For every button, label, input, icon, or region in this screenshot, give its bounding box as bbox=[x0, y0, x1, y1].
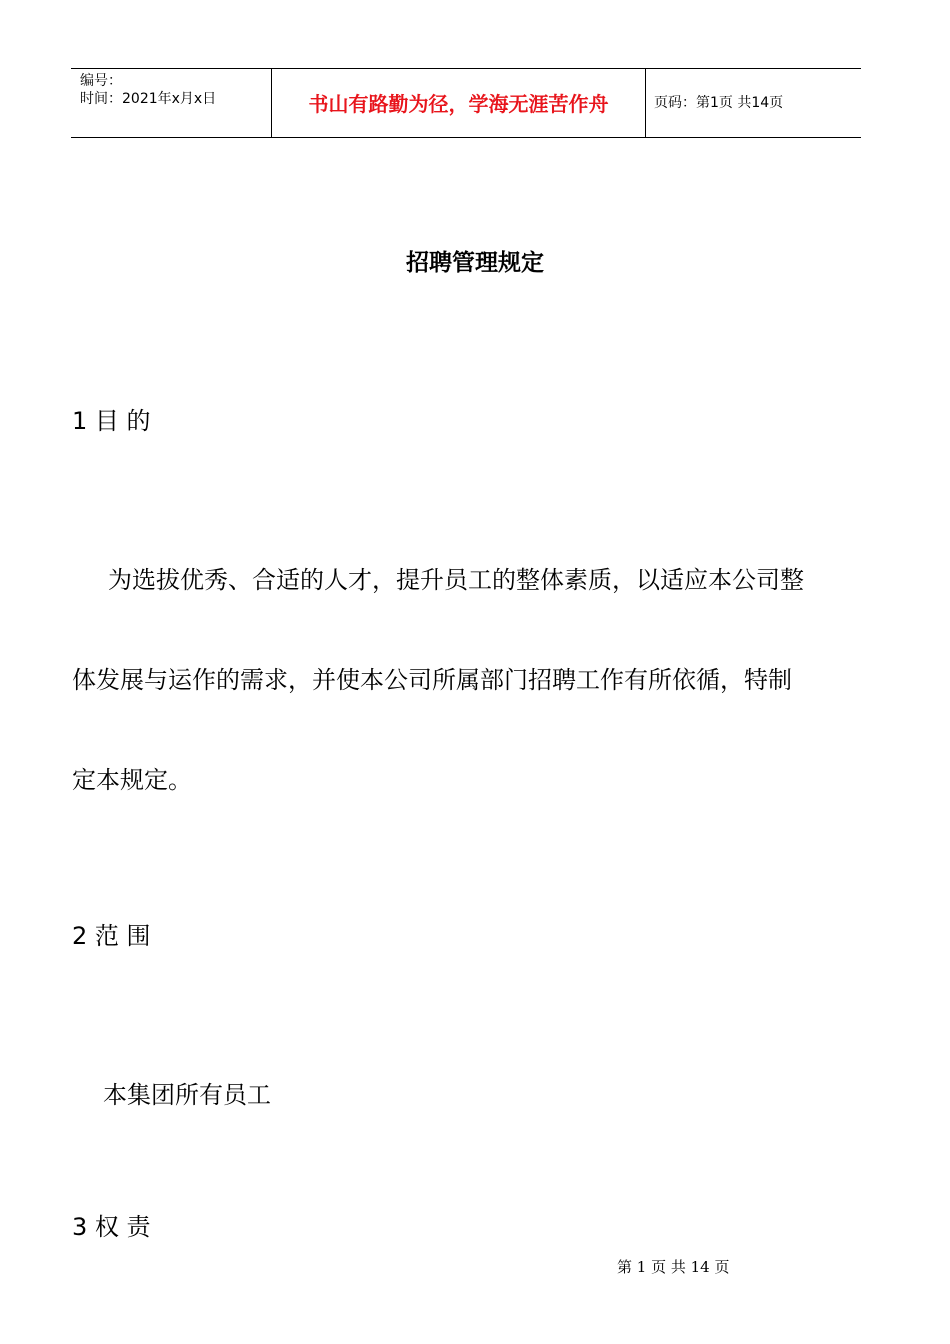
paragraph-line: 为选拔优秀、合适的人才，提升员工的整体素质，以适应本公司整 bbox=[108, 566, 804, 594]
document-time-label: 时间：2021年x月x日 bbox=[80, 91, 217, 107]
document-number-label: 编号： bbox=[80, 73, 122, 89]
header-page-code: 页码：第1页 共14页 bbox=[654, 95, 784, 111]
purpose-paragraph bbox=[72, 565, 862, 865]
header-page-cell bbox=[645, 69, 861, 137]
scope-text: 本集团所有员工 bbox=[103, 1081, 271, 1109]
document-header bbox=[71, 68, 861, 138]
document-title: 招聘管理规定 bbox=[406, 249, 544, 276]
paragraph-line: 体发展与运作的需求，并使本公司所属部门招聘工作有所依循，特制 bbox=[72, 666, 792, 694]
paragraph-line: 定本规定。 bbox=[72, 766, 192, 794]
header-info-cell bbox=[71, 69, 271, 137]
section-heading-purpose: 1 目 的 bbox=[72, 407, 151, 435]
header-motto: 书山有路勤为径，学海无涯苦作舟 bbox=[308, 92, 609, 116]
footer-page-number: 第 1 页 共 14 页 bbox=[617, 1258, 730, 1276]
section-heading-responsibility: 3 权 责 bbox=[72, 1213, 151, 1241]
header-motto-cell bbox=[271, 69, 646, 137]
section-heading-scope: 2 范 围 bbox=[72, 922, 151, 950]
